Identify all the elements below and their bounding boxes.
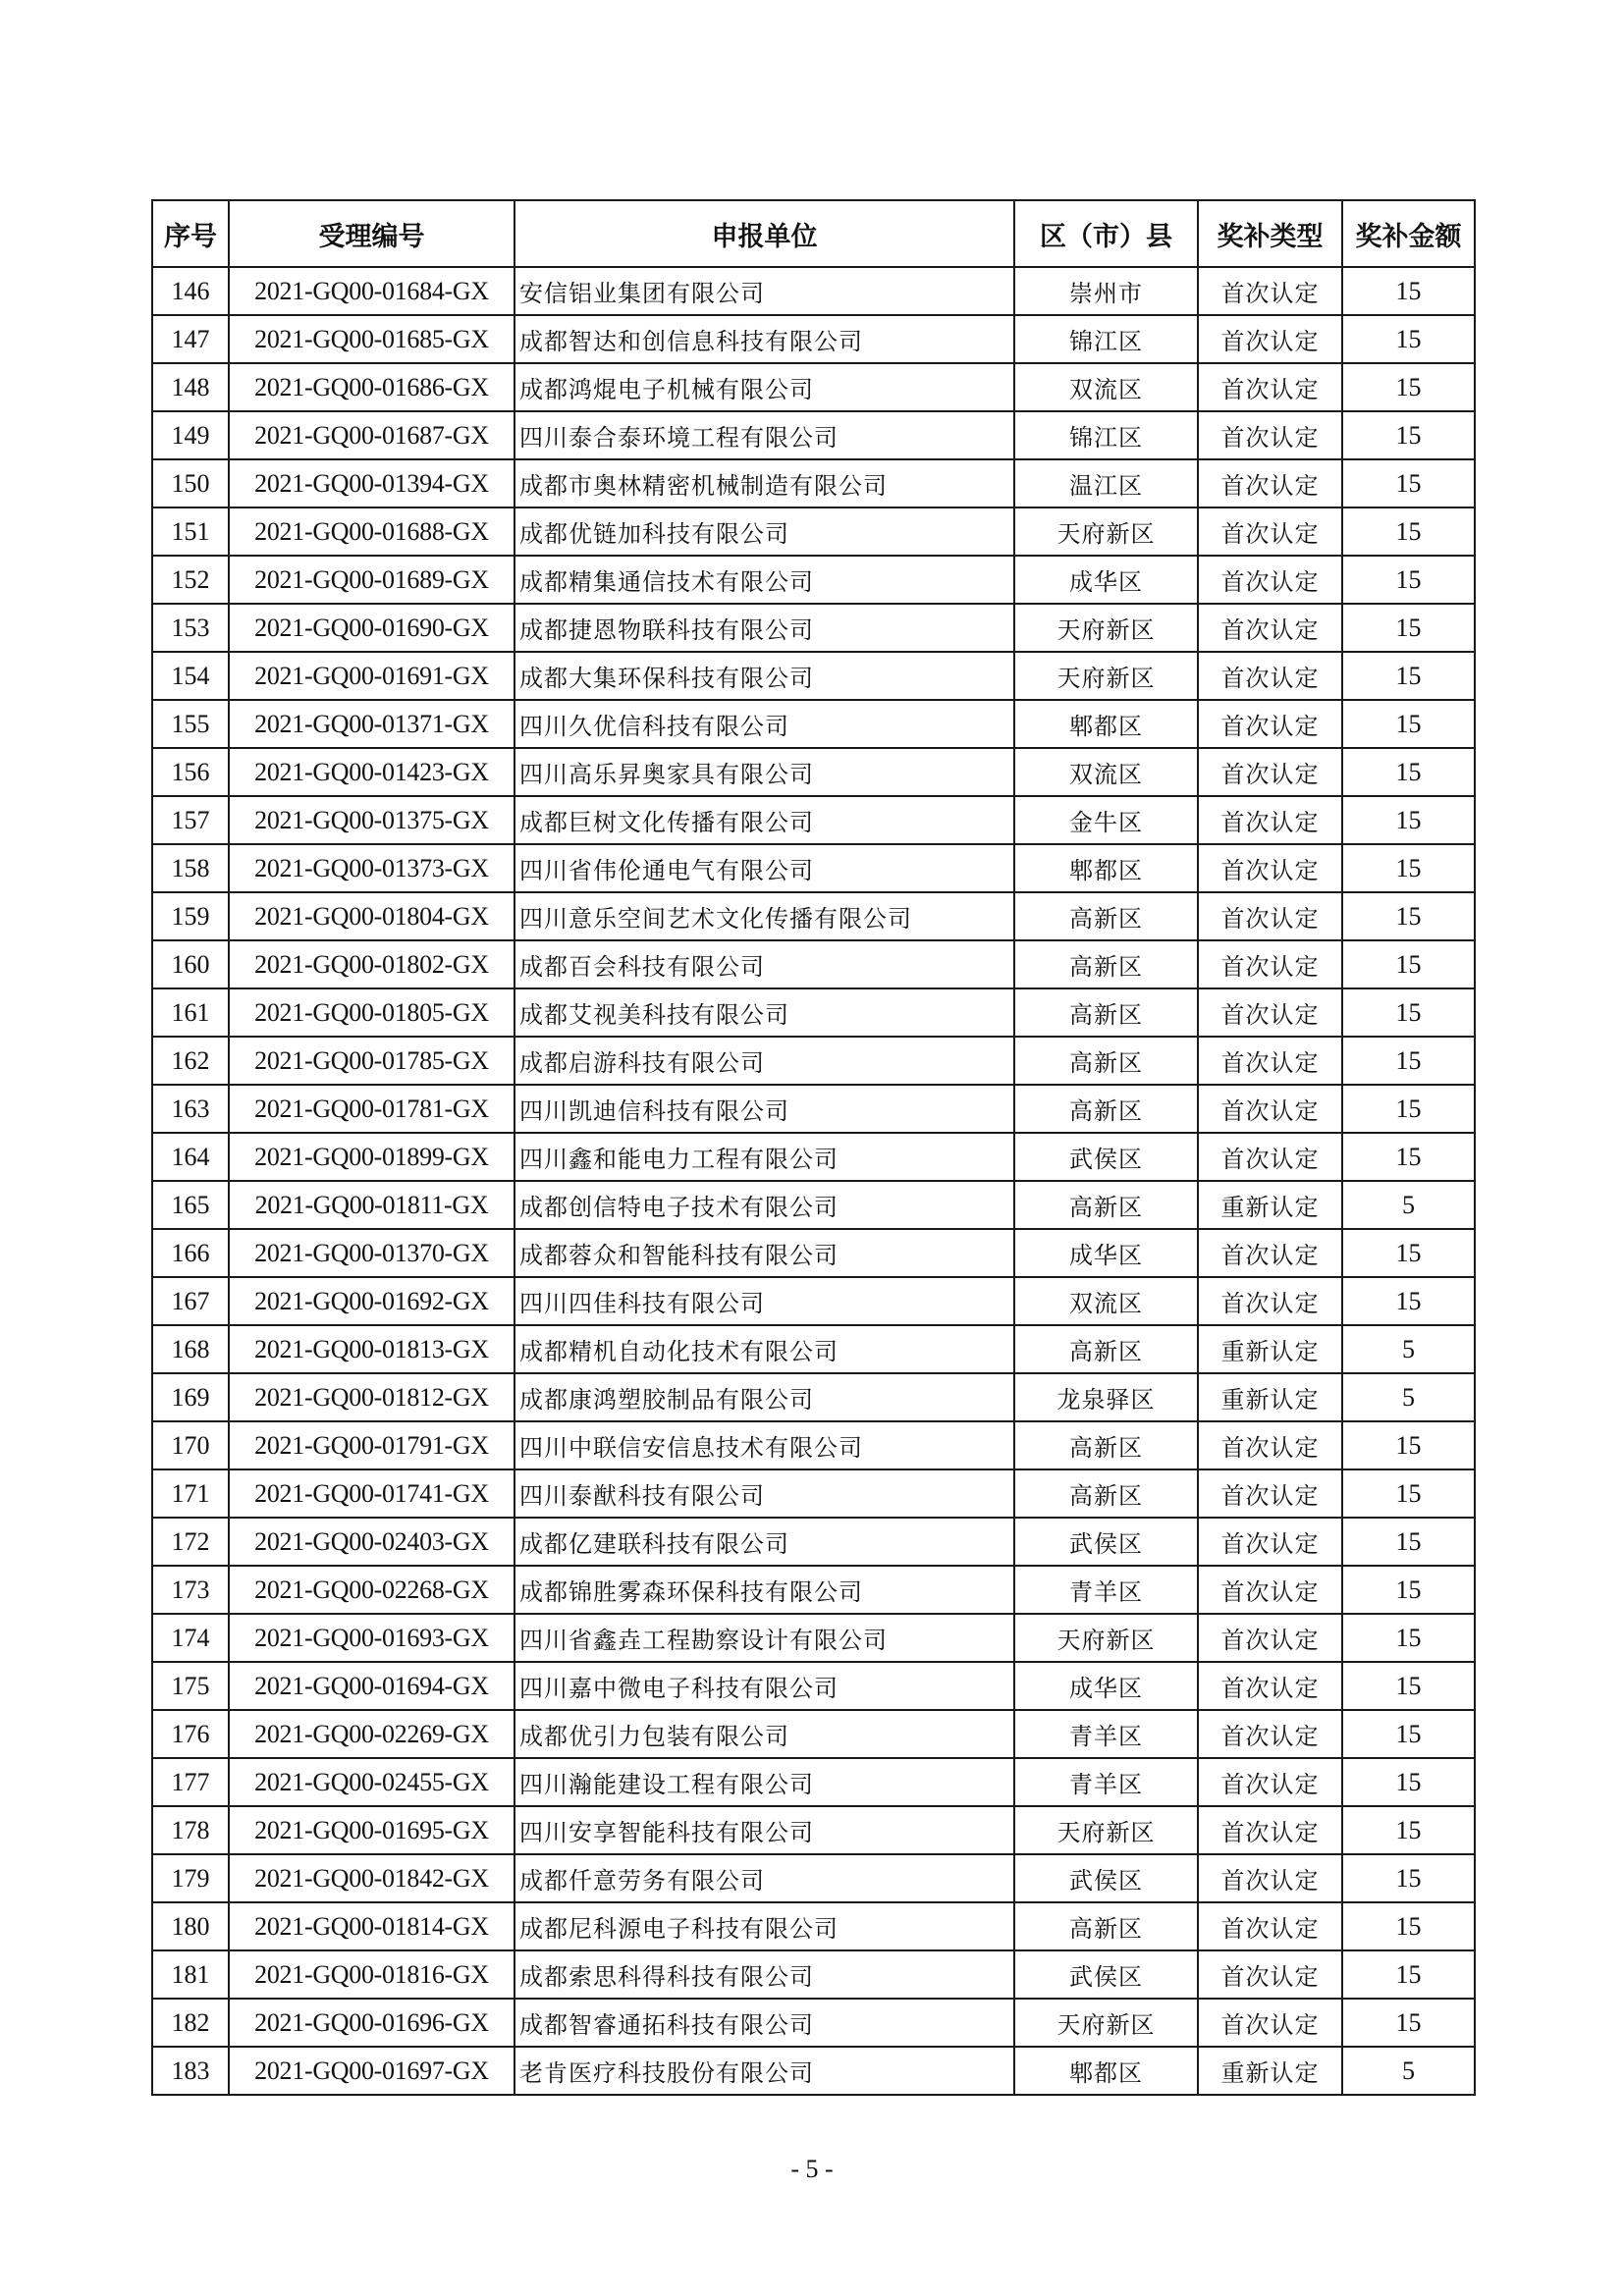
cell-district: 温江区 bbox=[1014, 459, 1198, 507]
cell-award-type: 首次认定 bbox=[1198, 844, 1342, 892]
cell-unit: 成都智睿通拓科技有限公司 bbox=[514, 1999, 1014, 2047]
cell-code: 2021-GQ00-01802-GX bbox=[229, 940, 514, 988]
cell-seq: 170 bbox=[152, 1421, 229, 1469]
cell-seq: 151 bbox=[152, 507, 229, 556]
cell-district: 天府新区 bbox=[1014, 507, 1198, 556]
cell-award-amount: 15 bbox=[1342, 267, 1475, 315]
cell-code: 2021-GQ00-01842-GX bbox=[229, 1854, 514, 1902]
cell-seq: 154 bbox=[152, 652, 229, 700]
cell-code: 2021-GQ00-01813-GX bbox=[229, 1325, 514, 1373]
cell-unit: 成都精集通信技术有限公司 bbox=[514, 556, 1014, 604]
cell-code: 2021-GQ00-01370-GX bbox=[229, 1229, 514, 1277]
cell-district: 高新区 bbox=[1014, 892, 1198, 940]
cell-unit: 成都尼科源电子科技有限公司 bbox=[514, 1902, 1014, 1950]
cell-award-type: 首次认定 bbox=[1198, 1999, 1342, 2047]
cell-award-type: 首次认定 bbox=[1198, 1277, 1342, 1325]
cell-district: 双流区 bbox=[1014, 363, 1198, 411]
cell-award-type: 首次认定 bbox=[1198, 1133, 1342, 1181]
cell-code: 2021-GQ00-01791-GX bbox=[229, 1421, 514, 1469]
cell-code: 2021-GQ00-01691-GX bbox=[229, 652, 514, 700]
cell-code: 2021-GQ00-02403-GX bbox=[229, 1518, 514, 1566]
cell-unit: 四川凯迪信科技有限公司 bbox=[514, 1085, 1014, 1133]
cell-code: 2021-GQ00-01371-GX bbox=[229, 700, 514, 748]
cell-award-amount: 15 bbox=[1342, 892, 1475, 940]
cell-award-type: 首次认定 bbox=[1198, 940, 1342, 988]
cell-award-amount: 15 bbox=[1342, 1566, 1475, 1614]
cell-district: 高新区 bbox=[1014, 940, 1198, 988]
cell-district: 郫都区 bbox=[1014, 2047, 1198, 2095]
cell-award-type: 首次认定 bbox=[1198, 988, 1342, 1037]
cell-seq: 182 bbox=[152, 1999, 229, 2047]
cell-code: 2021-GQ00-02268-GX bbox=[229, 1566, 514, 1614]
cell-seq: 146 bbox=[152, 267, 229, 315]
cell-unit: 成都精机自动化技术有限公司 bbox=[514, 1325, 1014, 1373]
cell-unit: 成都锦胜雾森环保科技有限公司 bbox=[514, 1566, 1014, 1614]
cell-unit: 成都启游科技有限公司 bbox=[514, 1037, 1014, 1085]
cell-seq: 178 bbox=[152, 1806, 229, 1854]
cell-award-amount: 15 bbox=[1342, 411, 1475, 459]
cell-award-type: 首次认定 bbox=[1198, 459, 1342, 507]
table-row bbox=[152, 1229, 1475, 1277]
cell-unit: 四川安享智能科技有限公司 bbox=[514, 1806, 1014, 1854]
table-row bbox=[152, 1902, 1475, 1950]
cell-unit: 成都巨树文化传播有限公司 bbox=[514, 796, 1014, 844]
cell-unit: 四川意乐空间艺术文化传播有限公司 bbox=[514, 892, 1014, 940]
cell-unit: 安信铝业集团有限公司 bbox=[514, 267, 1014, 315]
cell-award-type: 首次认定 bbox=[1198, 652, 1342, 700]
cell-award-type: 首次认定 bbox=[1198, 892, 1342, 940]
cell-award-type: 重新认定 bbox=[1198, 2047, 1342, 2095]
cell-award-amount: 15 bbox=[1342, 1758, 1475, 1806]
cell-award-type: 首次认定 bbox=[1198, 1421, 1342, 1469]
cell-code: 2021-GQ00-01697-GX bbox=[229, 2047, 514, 2095]
cell-unit: 成都智达和创信息科技有限公司 bbox=[514, 315, 1014, 363]
cell-unit: 成都优引力包装有限公司 bbox=[514, 1710, 1014, 1758]
cell-seq: 160 bbox=[152, 940, 229, 988]
cell-code: 2021-GQ00-01690-GX bbox=[229, 604, 514, 652]
table-row bbox=[152, 363, 1475, 411]
cell-district: 武侯区 bbox=[1014, 1854, 1198, 1902]
cell-award-amount: 15 bbox=[1342, 1518, 1475, 1566]
cell-district: 天府新区 bbox=[1014, 1614, 1198, 1662]
cell-district: 郫都区 bbox=[1014, 844, 1198, 892]
cell-unit: 成都大集环保科技有限公司 bbox=[514, 652, 1014, 700]
cell-unit: 四川泰猷科技有限公司 bbox=[514, 1469, 1014, 1518]
cell-award-type: 首次认定 bbox=[1198, 1229, 1342, 1277]
cell-award-type: 重新认定 bbox=[1198, 1325, 1342, 1373]
cell-district: 高新区 bbox=[1014, 1421, 1198, 1469]
cell-district: 崇州市 bbox=[1014, 267, 1198, 315]
table-row bbox=[152, 604, 1475, 652]
cell-award-amount: 15 bbox=[1342, 556, 1475, 604]
cell-seq: 167 bbox=[152, 1277, 229, 1325]
cell-code: 2021-GQ00-02455-GX bbox=[229, 1758, 514, 1806]
cell-award-amount: 15 bbox=[1342, 1277, 1475, 1325]
table-row bbox=[152, 1325, 1475, 1373]
cell-seq: 169 bbox=[152, 1373, 229, 1421]
cell-seq: 181 bbox=[152, 1950, 229, 1999]
cell-award-amount: 15 bbox=[1342, 1085, 1475, 1133]
cell-district: 高新区 bbox=[1014, 1325, 1198, 1373]
cell-award-type: 首次认定 bbox=[1198, 748, 1342, 796]
cell-award-amount: 15 bbox=[1342, 1469, 1475, 1518]
cell-unit: 成都亿建联科技有限公司 bbox=[514, 1518, 1014, 1566]
table-row bbox=[152, 700, 1475, 748]
cell-unit: 成都索思科得科技有限公司 bbox=[514, 1950, 1014, 1999]
cell-district: 武侯区 bbox=[1014, 1950, 1198, 1999]
cell-code: 2021-GQ00-01688-GX bbox=[229, 507, 514, 556]
cell-award-type: 首次认定 bbox=[1198, 1469, 1342, 1518]
cell-award-amount: 5 bbox=[1342, 1373, 1475, 1421]
table-row bbox=[152, 459, 1475, 507]
cell-seq: 176 bbox=[152, 1710, 229, 1758]
cell-unit: 四川鑫和能电力工程有限公司 bbox=[514, 1133, 1014, 1181]
cell-seq: 171 bbox=[152, 1469, 229, 1518]
cell-district: 青羊区 bbox=[1014, 1710, 1198, 1758]
cell-seq: 177 bbox=[152, 1758, 229, 1806]
table-row bbox=[152, 2047, 1475, 2095]
cell-district: 郫都区 bbox=[1014, 700, 1198, 748]
header-district: 区（市）县 bbox=[1014, 200, 1198, 267]
cell-code: 2021-GQ00-01686-GX bbox=[229, 363, 514, 411]
cell-code: 2021-GQ00-01685-GX bbox=[229, 315, 514, 363]
cell-code: 2021-GQ00-01375-GX bbox=[229, 796, 514, 844]
cell-seq: 158 bbox=[152, 844, 229, 892]
cell-award-amount: 15 bbox=[1342, 459, 1475, 507]
cell-code: 2021-GQ00-01804-GX bbox=[229, 892, 514, 940]
cell-code: 2021-GQ00-01423-GX bbox=[229, 748, 514, 796]
cell-district: 武侯区 bbox=[1014, 1133, 1198, 1181]
cell-code: 2021-GQ00-01693-GX bbox=[229, 1614, 514, 1662]
cell-district: 龙泉驿区 bbox=[1014, 1373, 1198, 1421]
cell-award-amount: 15 bbox=[1342, 940, 1475, 988]
table-row bbox=[152, 507, 1475, 556]
cell-district: 双流区 bbox=[1014, 748, 1198, 796]
cell-award-amount: 15 bbox=[1342, 988, 1475, 1037]
cell-award-amount: 5 bbox=[1342, 1181, 1475, 1229]
cell-award-amount: 15 bbox=[1342, 363, 1475, 411]
cell-award-amount: 15 bbox=[1342, 1229, 1475, 1277]
cell-district: 金牛区 bbox=[1014, 796, 1198, 844]
cell-seq: 165 bbox=[152, 1181, 229, 1229]
page-number: - 5 - bbox=[790, 2155, 834, 2183]
cell-award-amount: 15 bbox=[1342, 1037, 1475, 1085]
cell-award-type: 首次认定 bbox=[1198, 411, 1342, 459]
table-row bbox=[152, 1806, 1475, 1854]
cell-award-amount: 5 bbox=[1342, 2047, 1475, 2095]
cell-seq: 163 bbox=[152, 1085, 229, 1133]
cell-award-type: 首次认定 bbox=[1198, 1710, 1342, 1758]
header-row bbox=[152, 200, 1475, 267]
cell-district: 成华区 bbox=[1014, 556, 1198, 604]
cell-seq: 150 bbox=[152, 459, 229, 507]
cell-seq: 183 bbox=[152, 2047, 229, 2095]
cell-district: 高新区 bbox=[1014, 1902, 1198, 1950]
table-row bbox=[152, 1758, 1475, 1806]
cell-unit: 四川嘉中微电子科技有限公司 bbox=[514, 1662, 1014, 1710]
cell-seq: 157 bbox=[152, 796, 229, 844]
cell-award-type: 首次认定 bbox=[1198, 1758, 1342, 1806]
cell-code: 2021-GQ00-01684-GX bbox=[229, 267, 514, 315]
header-code: 受理编号 bbox=[229, 200, 514, 267]
cell-award-type: 首次认定 bbox=[1198, 1566, 1342, 1614]
cell-unit: 成都百会科技有限公司 bbox=[514, 940, 1014, 988]
table-row bbox=[152, 1085, 1475, 1133]
cell-code: 2021-GQ00-01812-GX bbox=[229, 1373, 514, 1421]
table-body bbox=[152, 267, 1475, 2095]
cell-award-amount: 15 bbox=[1342, 1902, 1475, 1950]
cell-seq: 155 bbox=[152, 700, 229, 748]
cell-award-type: 首次认定 bbox=[1198, 267, 1342, 315]
award-table bbox=[151, 199, 1476, 2096]
cell-award-amount: 15 bbox=[1342, 652, 1475, 700]
cell-award-amount: 15 bbox=[1342, 844, 1475, 892]
cell-seq: 148 bbox=[152, 363, 229, 411]
cell-award-type: 重新认定 bbox=[1198, 1181, 1342, 1229]
cell-seq: 149 bbox=[152, 411, 229, 459]
cell-award-amount: 15 bbox=[1342, 1950, 1475, 1999]
table-row bbox=[152, 796, 1475, 844]
cell-award-amount: 15 bbox=[1342, 700, 1475, 748]
table-row bbox=[152, 1469, 1475, 1518]
cell-seq: 153 bbox=[152, 604, 229, 652]
table-row bbox=[152, 1421, 1475, 1469]
cell-code: 2021-GQ00-01741-GX bbox=[229, 1469, 514, 1518]
cell-unit: 四川泰合泰环境工程有限公司 bbox=[514, 411, 1014, 459]
cell-code: 2021-GQ00-01689-GX bbox=[229, 556, 514, 604]
table-row bbox=[152, 267, 1475, 315]
table-row bbox=[152, 892, 1475, 940]
table-row bbox=[152, 1950, 1475, 1999]
table-row bbox=[152, 1662, 1475, 1710]
cell-seq: 174 bbox=[152, 1614, 229, 1662]
cell-unit: 成都康鸿塑胶制品有限公司 bbox=[514, 1373, 1014, 1421]
cell-district: 武侯区 bbox=[1014, 1518, 1198, 1566]
cell-award-amount: 5 bbox=[1342, 1325, 1475, 1373]
table-row bbox=[152, 940, 1475, 988]
cell-award-type: 重新认定 bbox=[1198, 1373, 1342, 1421]
cell-seq: 172 bbox=[152, 1518, 229, 1566]
cell-seq: 179 bbox=[152, 1854, 229, 1902]
cell-award-amount: 15 bbox=[1342, 1662, 1475, 1710]
cell-code: 2021-GQ00-01695-GX bbox=[229, 1806, 514, 1854]
table-row bbox=[152, 1518, 1475, 1566]
cell-code: 2021-GQ00-01811-GX bbox=[229, 1181, 514, 1229]
cell-award-type: 首次认定 bbox=[1198, 1950, 1342, 1999]
cell-seq: 164 bbox=[152, 1133, 229, 1181]
cell-award-type: 首次认定 bbox=[1198, 604, 1342, 652]
cell-unit: 四川久优信科技有限公司 bbox=[514, 700, 1014, 748]
header-award-amount: 奖补金额 bbox=[1342, 200, 1475, 267]
cell-unit: 成都艾视美科技有限公司 bbox=[514, 988, 1014, 1037]
cell-award-amount: 15 bbox=[1342, 1614, 1475, 1662]
table-row bbox=[152, 1999, 1475, 2047]
cell-unit: 成都优链加科技有限公司 bbox=[514, 507, 1014, 556]
table-row bbox=[152, 1373, 1475, 1421]
table-row bbox=[152, 315, 1475, 363]
cell-seq: 173 bbox=[152, 1566, 229, 1614]
table-row bbox=[152, 748, 1475, 796]
table-row bbox=[152, 844, 1475, 892]
cell-district: 天府新区 bbox=[1014, 604, 1198, 652]
cell-unit: 老肯医疗科技股份有限公司 bbox=[514, 2047, 1014, 2095]
cell-unit: 四川中联信安信息技术有限公司 bbox=[514, 1421, 1014, 1469]
cell-code: 2021-GQ00-01394-GX bbox=[229, 459, 514, 507]
cell-district: 高新区 bbox=[1014, 1085, 1198, 1133]
cell-code: 2021-GQ00-01781-GX bbox=[229, 1085, 514, 1133]
cell-seq: 156 bbox=[152, 748, 229, 796]
cell-seq: 147 bbox=[152, 315, 229, 363]
cell-seq: 180 bbox=[152, 1902, 229, 1950]
header-unit: 申报单位 bbox=[514, 200, 1014, 267]
cell-seq: 159 bbox=[152, 892, 229, 940]
cell-award-amount: 15 bbox=[1342, 507, 1475, 556]
cell-award-amount: 15 bbox=[1342, 1999, 1475, 2047]
table-row bbox=[152, 556, 1475, 604]
cell-district: 天府新区 bbox=[1014, 1806, 1198, 1854]
cell-unit: 四川瀚能建设工程有限公司 bbox=[514, 1758, 1014, 1806]
cell-award-type: 首次认定 bbox=[1198, 315, 1342, 363]
table-row bbox=[152, 1614, 1475, 1662]
cell-district: 高新区 bbox=[1014, 1181, 1198, 1229]
cell-unit: 四川省鑫垚工程勘察设计有限公司 bbox=[514, 1614, 1014, 1662]
cell-award-amount: 15 bbox=[1342, 1854, 1475, 1902]
cell-code: 2021-GQ00-01692-GX bbox=[229, 1277, 514, 1325]
cell-unit: 四川省伟伦通电气有限公司 bbox=[514, 844, 1014, 892]
cell-award-amount: 15 bbox=[1342, 748, 1475, 796]
table-row bbox=[152, 1037, 1475, 1085]
cell-unit: 四川高乐昇奥家具有限公司 bbox=[514, 748, 1014, 796]
header-award-type: 奖补类型 bbox=[1198, 200, 1342, 267]
cell-seq: 175 bbox=[152, 1662, 229, 1710]
cell-award-amount: 15 bbox=[1342, 1421, 1475, 1469]
cell-code: 2021-GQ00-01805-GX bbox=[229, 988, 514, 1037]
cell-award-type: 首次认定 bbox=[1198, 556, 1342, 604]
cell-district: 天府新区 bbox=[1014, 1999, 1198, 2047]
cell-award-amount: 15 bbox=[1342, 1806, 1475, 1854]
cell-award-type: 首次认定 bbox=[1198, 1662, 1342, 1710]
cell-district: 成华区 bbox=[1014, 1662, 1198, 1710]
cell-seq: 161 bbox=[152, 988, 229, 1037]
cell-unit: 成都市奥林精密机械制造有限公司 bbox=[514, 459, 1014, 507]
cell-award-type: 首次认定 bbox=[1198, 1037, 1342, 1085]
cell-unit: 成都鸿焜电子机械有限公司 bbox=[514, 363, 1014, 411]
cell-award-amount: 15 bbox=[1342, 604, 1475, 652]
cell-seq: 162 bbox=[152, 1037, 229, 1085]
cell-district: 双流区 bbox=[1014, 1277, 1198, 1325]
cell-award-type: 首次认定 bbox=[1198, 1518, 1342, 1566]
cell-seq: 152 bbox=[152, 556, 229, 604]
cell-award-amount: 15 bbox=[1342, 1710, 1475, 1758]
cell-award-type: 首次认定 bbox=[1198, 507, 1342, 556]
cell-code: 2021-GQ00-01694-GX bbox=[229, 1662, 514, 1710]
cell-district: 高新区 bbox=[1014, 1469, 1198, 1518]
cell-seq: 168 bbox=[152, 1325, 229, 1373]
cell-award-type: 首次认定 bbox=[1198, 1806, 1342, 1854]
cell-award-type: 首次认定 bbox=[1198, 700, 1342, 748]
cell-award-type: 首次认定 bbox=[1198, 1902, 1342, 1950]
cell-code: 2021-GQ00-01696-GX bbox=[229, 1999, 514, 2047]
cell-district: 锦江区 bbox=[1014, 411, 1198, 459]
cell-code: 2021-GQ00-01687-GX bbox=[229, 411, 514, 459]
cell-award-amount: 15 bbox=[1342, 796, 1475, 844]
cell-unit: 成都捷恩物联科技有限公司 bbox=[514, 604, 1014, 652]
cell-code: 2021-GQ00-01816-GX bbox=[229, 1950, 514, 1999]
cell-award-type: 首次认定 bbox=[1198, 1614, 1342, 1662]
cell-award-amount: 15 bbox=[1342, 315, 1475, 363]
cell-district: 天府新区 bbox=[1014, 652, 1198, 700]
cell-code: 2021-GQ00-01814-GX bbox=[229, 1902, 514, 1950]
cell-code: 2021-GQ00-02269-GX bbox=[229, 1710, 514, 1758]
table-row bbox=[152, 988, 1475, 1037]
cell-code: 2021-GQ00-01785-GX bbox=[229, 1037, 514, 1085]
cell-district: 锦江区 bbox=[1014, 315, 1198, 363]
cell-district: 青羊区 bbox=[1014, 1566, 1198, 1614]
cell-award-type: 首次认定 bbox=[1198, 1854, 1342, 1902]
header-seq: 序号 bbox=[152, 200, 229, 267]
table-row bbox=[152, 1133, 1475, 1181]
table-header bbox=[152, 200, 1475, 267]
table-row bbox=[152, 1277, 1475, 1325]
cell-award-type: 首次认定 bbox=[1198, 796, 1342, 844]
cell-unit: 四川四佳科技有限公司 bbox=[514, 1277, 1014, 1325]
table-row bbox=[152, 652, 1475, 700]
cell-unit: 成都仟意劳务有限公司 bbox=[514, 1854, 1014, 1902]
cell-district: 高新区 bbox=[1014, 988, 1198, 1037]
cell-award-amount: 15 bbox=[1342, 1133, 1475, 1181]
cell-code: 2021-GQ00-01899-GX bbox=[229, 1133, 514, 1181]
cell-district: 成华区 bbox=[1014, 1229, 1198, 1277]
cell-district: 高新区 bbox=[1014, 1037, 1198, 1085]
cell-code: 2021-GQ00-01373-GX bbox=[229, 844, 514, 892]
table-row bbox=[152, 1710, 1475, 1758]
cell-unit: 成都蓉众和智能科技有限公司 bbox=[514, 1229, 1014, 1277]
cell-unit: 成都创信特电子技术有限公司 bbox=[514, 1181, 1014, 1229]
table-row bbox=[152, 411, 1475, 459]
table-row bbox=[152, 1181, 1475, 1229]
cell-award-type: 首次认定 bbox=[1198, 363, 1342, 411]
table-row bbox=[152, 1566, 1475, 1614]
table-row bbox=[152, 1854, 1475, 1902]
cell-award-type: 首次认定 bbox=[1198, 1085, 1342, 1133]
cell-district: 青羊区 bbox=[1014, 1758, 1198, 1806]
cell-seq: 166 bbox=[152, 1229, 229, 1277]
